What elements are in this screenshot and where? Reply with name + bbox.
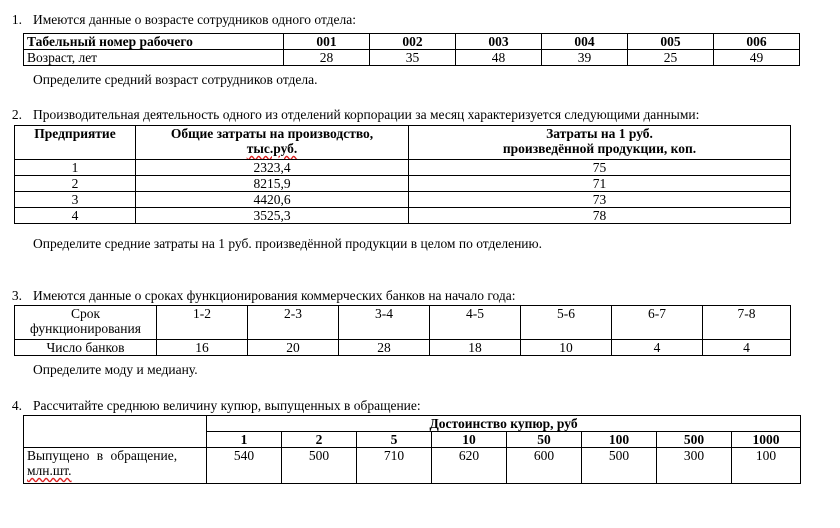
q1-age: 25	[628, 50, 714, 66]
q4-empty-corner	[24, 416, 207, 448]
q2-col-unit-costs	[409, 126, 791, 160]
q1-header-label: Табельный номер рабочего	[24, 34, 284, 50]
q3-count: 20	[248, 340, 339, 356]
q1-age-row	[24, 50, 800, 66]
q3-count: 16	[157, 340, 248, 356]
q4-value: 710	[357, 448, 432, 484]
q4-value: 500	[282, 448, 357, 484]
q1-id: 006	[714, 34, 800, 50]
q1-age: 48	[456, 50, 542, 66]
q1-id: 003	[456, 34, 542, 50]
q2-col-enterprise: Предприятие	[15, 126, 136, 160]
q4-text: Рассчитайте среднюю величину купюр, выпущенных в обращение:	[33, 398, 421, 413]
q3-count: 4	[703, 340, 791, 356]
q1-row-label: Возраст, лет	[24, 50, 284, 66]
q3-text: Имеются данные о сроках функционирования коммерческих банков на начало года:	[33, 288, 516, 303]
q4-denom: 10	[432, 432, 507, 448]
q2-col2-line2: тыс.руб.	[246, 141, 298, 156]
q4-denom: 500	[657, 432, 732, 448]
q2-enterprise: 2	[15, 176, 136, 192]
q3-label-line1: Срок	[70, 306, 101, 321]
q2-enterprise: 1	[15, 160, 136, 176]
q3-count: 10	[521, 340, 612, 356]
q1-age: 39	[542, 50, 628, 66]
q1-header-row	[24, 34, 800, 50]
q4-label-line2: млн.шт.	[27, 463, 72, 478]
q3-period: 7-8	[703, 306, 791, 340]
q4-table	[23, 415, 801, 484]
q1-id: 005	[628, 34, 714, 50]
q4-denom: 2	[282, 432, 357, 448]
q2-enterprise: 3	[15, 192, 136, 208]
q2-total: 2323,4	[136, 160, 409, 176]
q4-value: 600	[507, 448, 582, 484]
q2-col3-line1: Затраты на 1 руб.	[546, 126, 653, 141]
q3-label-line2: функционирования	[30, 321, 141, 336]
q3-period: 4-5	[430, 306, 521, 340]
q4-denom: 50	[507, 432, 582, 448]
table-row	[15, 176, 791, 192]
q4-label-line1: Выпущено в обращение,	[27, 448, 178, 463]
table-row	[15, 192, 791, 208]
q2-total: 8215,9	[136, 176, 409, 192]
q3-count-row	[15, 340, 791, 356]
q2-number: 2.	[11, 107, 22, 122]
q4-header: Достоинство купюр, руб	[207, 416, 801, 432]
q1-age: 49	[714, 50, 800, 66]
q4-value-row	[24, 448, 801, 484]
q1-age: 28	[284, 50, 370, 66]
q2-cost: 75	[409, 160, 791, 176]
q1-text: Имеются данные о возрасте сотрудников одного отдела:	[33, 12, 357, 27]
q4-value: 100	[732, 448, 801, 484]
q1-id: 004	[542, 34, 628, 50]
q3-number: 3.	[11, 288, 22, 303]
q1-id: 002	[370, 34, 456, 50]
q1-id: 001	[284, 34, 370, 50]
q2-task: Определите средние затраты на 1 руб. произведённой продукции в целом по отделению.	[33, 236, 542, 251]
q4-value: 540	[207, 448, 282, 484]
q4-value: 620	[432, 448, 507, 484]
q3-count: 18	[430, 340, 521, 356]
q2-total: 4420,6	[136, 192, 409, 208]
q2-col3-line2: произведённой продукции, коп.	[502, 141, 697, 156]
q3-task: Определите моду и медиану.	[33, 362, 198, 377]
q2-col2-line1: Общие затраты на производство,	[170, 126, 374, 141]
q2-total: 3525,3	[136, 208, 409, 224]
q2-enterprise: 4	[15, 208, 136, 224]
q1-task: Определите средний возраст сотрудников отдела.	[33, 72, 318, 87]
q3-table	[14, 305, 791, 356]
q4-value: 500	[582, 448, 657, 484]
q2-header-row	[15, 126, 791, 160]
q3-count-label: Число банков	[15, 340, 157, 356]
table-row	[15, 160, 791, 176]
q4-row-label	[24, 448, 207, 484]
q3-period-row	[15, 306, 791, 340]
q4-value: 300	[657, 448, 732, 484]
table-row	[15, 208, 791, 224]
q3-period: 3-4	[339, 306, 430, 340]
q2-cost: 71	[409, 176, 791, 192]
q2-col-total-costs	[136, 126, 409, 160]
q4-denom: 1	[207, 432, 282, 448]
q4-denom: 100	[582, 432, 657, 448]
q3-period: 6-7	[612, 306, 703, 340]
q1-table	[23, 33, 800, 66]
q4-denom: 5	[357, 432, 432, 448]
q3-period-label	[15, 306, 157, 340]
q3-period: 5-6	[521, 306, 612, 340]
q1-age: 35	[370, 50, 456, 66]
q2-cost: 78	[409, 208, 791, 224]
q1-number: 1.	[11, 12, 22, 27]
q2-cost: 73	[409, 192, 791, 208]
q2-text: Производительная деятельность одного из отделений корпорации за месяц характеризуется следующими данными:	[33, 107, 700, 122]
q4-denom: 1000	[732, 432, 801, 448]
q3-count: 4	[612, 340, 703, 356]
q4-header-row	[24, 416, 801, 432]
q3-count: 28	[339, 340, 430, 356]
q2-table	[14, 125, 791, 224]
q3-period: 2-3	[248, 306, 339, 340]
q3-period: 1-2	[157, 306, 248, 340]
q4-number: 4.	[11, 398, 22, 413]
